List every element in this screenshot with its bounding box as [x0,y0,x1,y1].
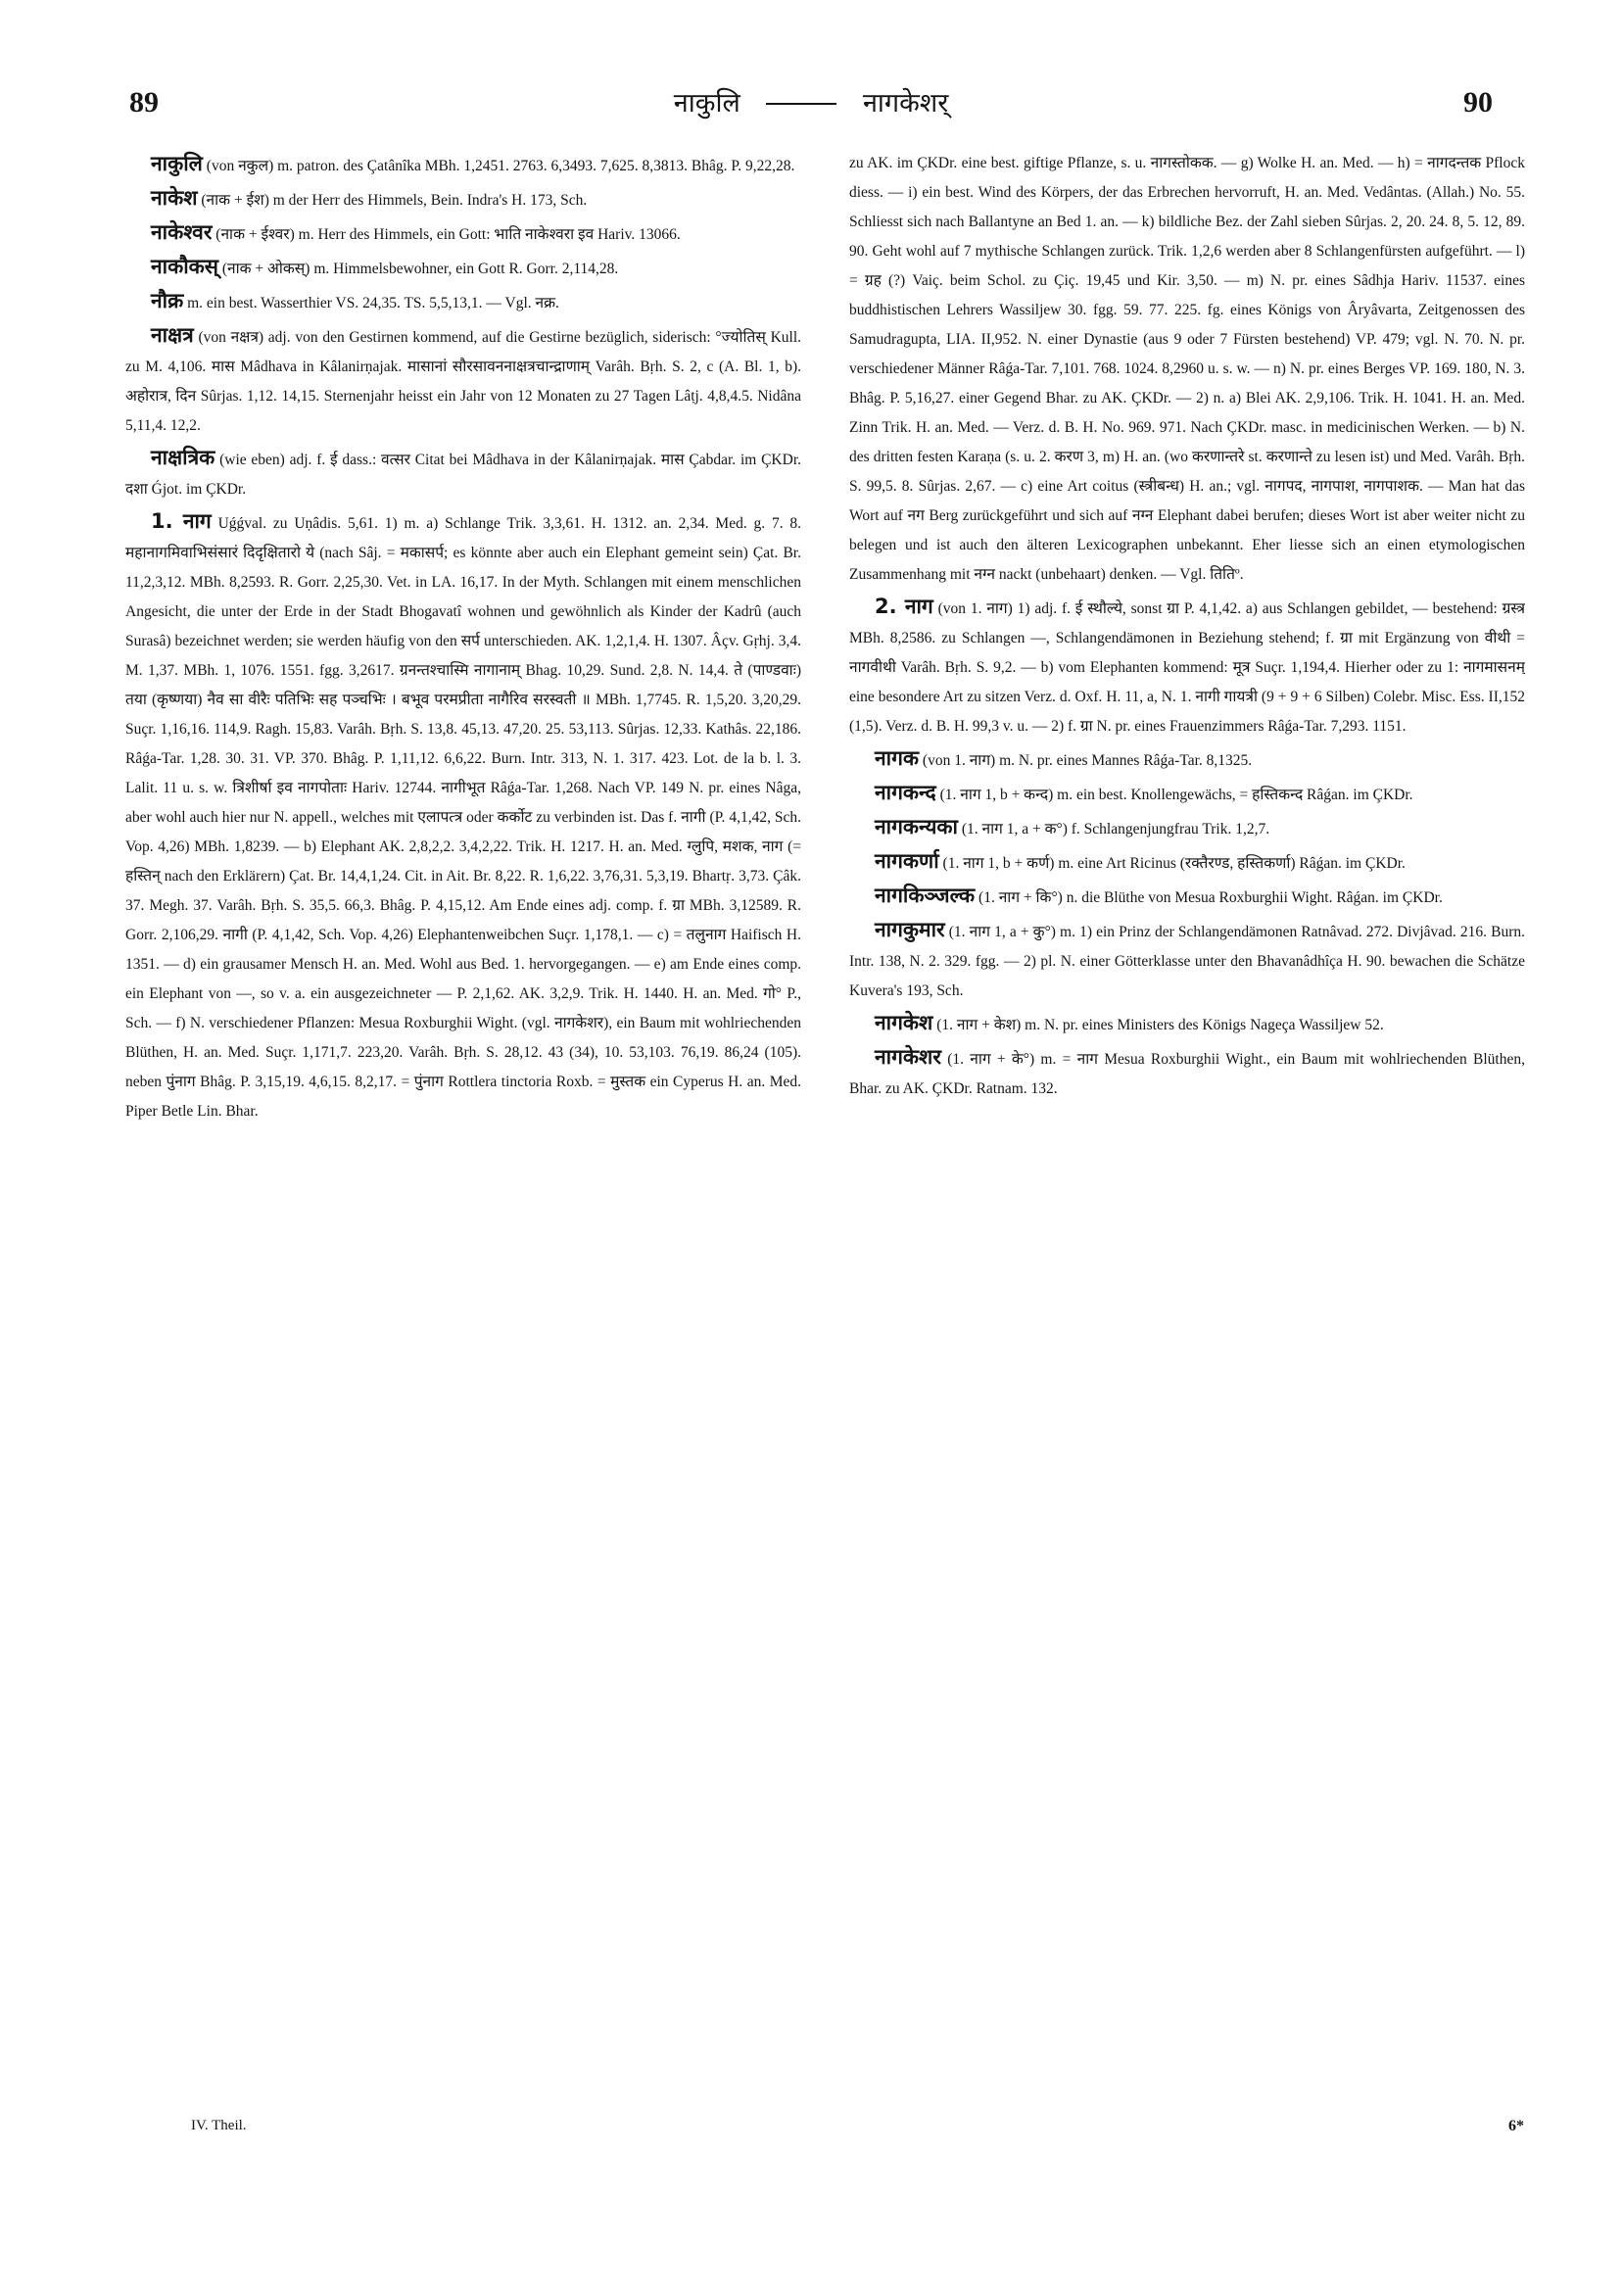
dictionary-entry [849,743,1525,776]
entry-text: (1. नाग + के°) m. = नाग Mesua Roxburghii Wight., ein Baum mit wohlriechenden Blüthen, Bhar. zu AK. ÇKDr. Ratnam. 132. [849,1051,1525,1097]
signature-mark: 6* [1508,2118,1524,2134]
entry-text: (wie eben) adj. f. ई dass.: वत्सर Citat bei Mâdhava in der Kâlanirṇajak. मास Çabdar. im ÇKDr. दशा Ǵjot. im ÇKDr. [125,452,801,498]
entry-headword: नागकर्णा [875,849,939,873]
entry-text: Uǵǵval. zu Uṇâdis. 5,61. 1) m. a) Schlange Trik. 3,3,61. H. 1312. an. 2,34. Med. g. 7. 8. महानागमिवाभिसंसारं दिदृक्षितारो ये (nach Sâj. = मकासर्प; es könnte aber auch ein Elephant gemeint sein) Çat. Br. 11,2,3,12. MBh. 8,2593. R. Gorr. 2,25,30. Vet. in LA. 16,17. In der Myth. Schlangen mit einem menschlichen Angesicht, die unter der Erde in der Stadt Bhogavatî wohnen und gewöhnlich als Kinder der Kadrû (auch Surasâ) bezeichnet werden; sie werden häufig von den सर्प unterschieden. AK. 1,2,1,4. H. 1307. Âçv. Gṛhj. 3,4. M. 1,37. MBh. 1, 1076. 1551. fgg. 3,2617. ग्रनन्तश्चास्मि नागानाम् Bhag. 10,29. Sund. 2,8. N. 14,4. ते (पाण्डवाः) तया (कृष्णया) नैव सा वीरैः पतिभिः सह पञ्चभिः । बभूव परमप्रीता नागैरिव सरस्वती ॥ MBh. 1,7745. R. 1,5,20. 3,20,29. Suçr. 1,16,16. 114,9. Ragh. 15,83. Varâh. Bṛh. S. 13,8. 45,13. 47,20. 25. 53,113. Sûrjas. 12,33. Kathâs. 22,186. Râǵa-Tar. 1,28. 30. 31. VP. 370. Bhâg. P. 1,11,12. 6,6,22. Burn. Intr. 313, N. 1. 317. 423. Lot. de la b. l. 3. Lalit. 11 u. s. w. त्रिशीर्षा इव नागपोताः Hariv. 12744. नागीभूत Râǵa-Tar. 1,268. Nach VP. 149 N. pr. eines Nâga, aber wohl auch hier nur N. appell., welches mit एलापत्त्र oder कर्कोट zu verbinden ist. Das f. नागी (P. 4,1,42, Sch. Vop. 4,26) MBh. 1,8239. — b) Elephant AK. 2,8,2,2. 3,4,2,22. Trik. H. 1217. H. an. Med. ग्लुपि, मशक, नाग (= हस्तिन् nach den Erklärern) Çat. Br. 14,4,1,24. Cit. in Ait. Br. 8,22. R. 1,6,22. 3,76,31. 5,3,19. Bhartṛ. 3,73. Çâk. 37. Megh. 37. Varâh. Bṛh. S. 35,5. 66,3. Bhâg. P. 4,15,12. Am Ende eines adj. comp. f. ग्रा MBh. 3,12589. R. Gorr. 2,106,29. नागी (P. 4,1,42, Sch. Vop. 4,26) Elephantenweibchen Suçr. 1,178,1. — c) = तलुनाग Haifisch H. 1351. — d) ein grausamer Mensch H. an. Med. Wohl aus Bed. 1. hervorgegangen. — e) am Ende eines comp. ein Elephant von —, so v. a. ein ausgezeichneter — P. 2,1,62. AK. 3,2,9. Trik. H. 1440. H. an. Med. गो° P., Sch. — f) N. verschiedener Pflanzen: Mesua Roxburghii Wight. (vgl. नागकेशर), ein Baum mit wohlriechenden Blüthen, H. an. Med. Suçr. 1,171,7. 223,20. Varâh. Bṛh. S. 28,12. 43 (34), 10. 53,103. 76,19. 86,24 (105). neben पुंनाग Bhâg. P. 3,15,19. 4,6,15. 8,2,17. = पुंनाग Rottlera tinctoria Roxb. = मुस्तक ein Cyperus H. an. Med. Piper Betle Lin. Bhar. [125,515,801,1120]
entry-headword: नाकौकस् [151,255,218,278]
dictionary-entry [125,149,801,181]
entry-headword: नाकेश [151,186,198,210]
entry-headword: नाक्षत्रिक [151,446,215,469]
entry-text: (von नकुल) m. patron. des Çatânîka MBh. 1,2451. 2763. 6,3493. 7,625. 8,3813. Bhâg. P. 9,22,28. [206,158,795,174]
dictionary-entry [125,183,801,215]
entry-text: m. ein best. Wasserthier VS. 24,35. TS. 5,5,13,1. — Vgl. नक्र. [187,295,559,311]
entry-headword: नौक्र [151,289,184,312]
entry-headword: नागकन्यका [875,815,958,838]
entry-text: zu AK. im ÇKDr. eine best. giftige Pflanze, s. u. नागस्तोकक. — g) Wolke H. an. Med. — h) = नागदन्तक Pflock diess. — i) ein best. Wind des Körpers, der das Erbrechen hervorruft, H. an. Med. Vedântas. (Allah.) No. 55. Schliesst sich nach Ballantyne an Bed 1. an. — k) bildliche Bez. der Zahl sieben Sûrjas. 2, 20. 24. 8, 5. 12, 89. 90. Geht wohl auf 7 mythische Schlangen zurück. Trik. 1,2,6 werden aber 8 Schlangenfürsten aufgeführt. — l) = ग्रह (?) Vaiç. beim Schol. zu Çiç. 19,45 und Kir. 3,50. — m) N. pr. eines Sâdhja Hariv. 11537. eines buddhistischen Lehrers Wassiljew 30. fgg. 59. 77. 225. fg. eines Königs von Âryâvarta, Zeitgenossen des Samudragupta, LIA. II,952. N. einer Dynastie (aus 9 oder 7 Fürsten bestehend) VP. 479; vgl. N. 70. N. pr. verschiedener Männer Râǵa-Tar. 7,101. 768. 1024. 8,2960 u. s. w. — n) N. pr. eines Berges VP. 169. 180, N. 3. Bhâg. P. 5,16,27. einer Gegend Bhar. zu AK. ÇKDr. — 2) n. a) Blei AK. 2,9,106. Trik. H. 1041. H. an. Med. Zinn Trik. H. an. Med. — Verz. d. B. H. No. 969. 971. Nach ÇKDr. masc. in medicinischen Werken. — b) N. des dritten festen Karaṇa (s. u. 2. करण 3, m) H. an. (wo करणान्तरे st. करणान्ते zu lesen ist) und Med. Varâh. Bṛh. S. 99,5. 8. Sûrjas. 2,67. — c) eine Art coitus (स्त्रीबन्ध) H. an.; vgl. नागपद, नागपाश, नागपाशक. — Man hat das Wort auf नग Berg zurückgeführt und sich auf नग्न Elephant dabei berufen; dieses Wort ist aber weiter nicht zu belegen und ist auch den älteren Lexicographen unbekannt. Eher liesse sich an einen etymologischen Zusammenhang mit नग्न nackt (unbehaart) denken. — Vgl. तितिº. [849,155,1525,583]
entry-text: (von नक्षत्र) adj. von den Gestirnen kommend, auf die Gestirne bezüglich, siderisch: °ज्योतिस् Kull. zu M. 4,106. मास Mâdhava in Kâlanirṇajak. मासानां सौरसावननाक्षत्रचान्द्राणाम् Varâh. Bṛh. S. 2, c (A. Bl. 1, b). अहोरात्र, दिन Sûrjas. 1,12. 14,15. Sternenjahr heisst ein Jahr von 12 Monaten zu 27 Tagen Lâṭj. 4,8,4.5. Nidâna 5,11,4. 12,2. [125,329,801,434]
running-head-start: नाकुलि [673,87,740,119]
entry-text: (नाक + ईश्वर) m. Herr des Himmels, ein Gott: भाति नाकेश्वरा इव Hariv. 13066. [215,226,681,243]
dictionary-entry [849,915,1525,1006]
dictionary-entry [849,1008,1525,1040]
dictionary-entry [125,443,801,504]
dictionary-entry [849,149,1525,590]
entry-text: (1. नाग + कि°) n. die Blüthe von Mesua Roxburghii Wight. Râǵan. im ÇKDr. [978,889,1443,906]
dictionary-entry [849,1042,1525,1104]
entry-headword: 2. नाग [875,595,933,618]
dictionary-entry [125,506,801,1126]
dictionary-entry [125,286,801,318]
entry-headword: नागकेश [875,1011,933,1034]
running-head [127,86,1495,120]
dictionary-entry [125,217,801,250]
entry-text: (1. नाग 1, b + कर्ण) m. eine Art Ricinus (रक्तैरण्ड, हस्तिकर्णा) Râǵan. im ÇKDr. [942,855,1406,872]
right-column [849,149,1525,2108]
left-column [125,149,801,2108]
entry-headword: नाकेश्वर [151,220,213,244]
volume-note: IV. Theil. [191,2118,247,2133]
entry-text: (von 1. नाग) 1) adj. f. ई स्थौल्ये, sonst ग्रा P. 4,1,42. a) aus Schlangen gebildet, — bestehend: ग्रस्त्र MBh. 8,2586. zu Schlangen —, Schlangendämonen in Beziehung stehend; f. ग्रा mit Ergänzung von वीथी = नागवीथी Varâh. Bṛh. S. 9,2. — b) vom Elephanten kommend: मूत्र Suçr. 1,194,4. Hierher oder zu 1: नागमासनम् eine besondere Art zu sitzen Verz. d. Oxf. H. 11, a, N. 1. नागी गायत्री (9 + 9 + 6 Silben) Colebr. Misc. Ess. II,152 (1,5). Verz. d. B. H. 99,3 v. u. — 2) f. ग्रा N. pr. eines Frauenzimmers Râǵa-Tar. 7,293. 1151. [849,600,1525,735]
entry-headword: नागक [875,746,920,770]
entry-text: (नाक + ओकस्) m. Himmelsbewohner, ein Gott R. Gorr. 2,114,28. [221,261,619,277]
entry-headword: नागकेशर [875,1045,941,1069]
entry-headword: नागकन्द [875,781,936,804]
running-head-dash [766,103,836,105]
entry-headword: नाकुलि [151,152,203,175]
entry-headword: नागकिञ्जल्क [875,884,976,907]
dictionary-entry [849,592,1525,741]
page-number-right: 90 [1463,86,1493,119]
entry-headword: नाक्षत्र [151,323,194,347]
page-header [127,86,1495,135]
dictionary-entry [125,252,801,284]
entry-text: (1. नाग 1, a + क°) f. Schlangenjungfrau Trik. 1,2,7. [961,821,1270,837]
entry-text: (नाक + ईश) m der Herr des Himmels, Bein. Indra's H. 173, Sch. [201,192,588,209]
page-number-left: 89 [129,86,159,119]
dictionary-entry [849,846,1525,879]
dictionary-entry [849,778,1525,810]
entry-headword: नागकुमार [875,918,945,941]
dictionary-entry [849,881,1525,913]
entry-text: (1. नाग 1, a + कु°) m. 1) ein Prinz der Schlangendämonen Ratnâvad. 272. Divjâvad. 216. Burn. Intr. 138, N. 2. 329. fgg. — 2) pl. N. einer Götterklasse unter den Bhavanâdhîça H. 90. bewachen die Schätze Kuvera's 193, Sch. [849,924,1525,999]
entry-text: (1. नाग + केश) m. N. pr. eines Ministers des Königs Nageça Wassiljew 52. [936,1017,1384,1033]
running-head-end: नागकेशर् [862,87,949,119]
entry-text: (von 1. नाग) m. N. pr. eines Mannes Râǵa-Tar. 8,1325. [922,752,1253,769]
dictionary-entry [125,320,801,441]
entry-text: (1. नाग 1, b + कन्द) m. ein best. Knollengewächs, = हस्तिकन्द Râǵan. im ÇKDr. [939,787,1413,803]
entry-headword: 1. नाग [151,509,212,533]
dictionary-entry [849,812,1525,844]
